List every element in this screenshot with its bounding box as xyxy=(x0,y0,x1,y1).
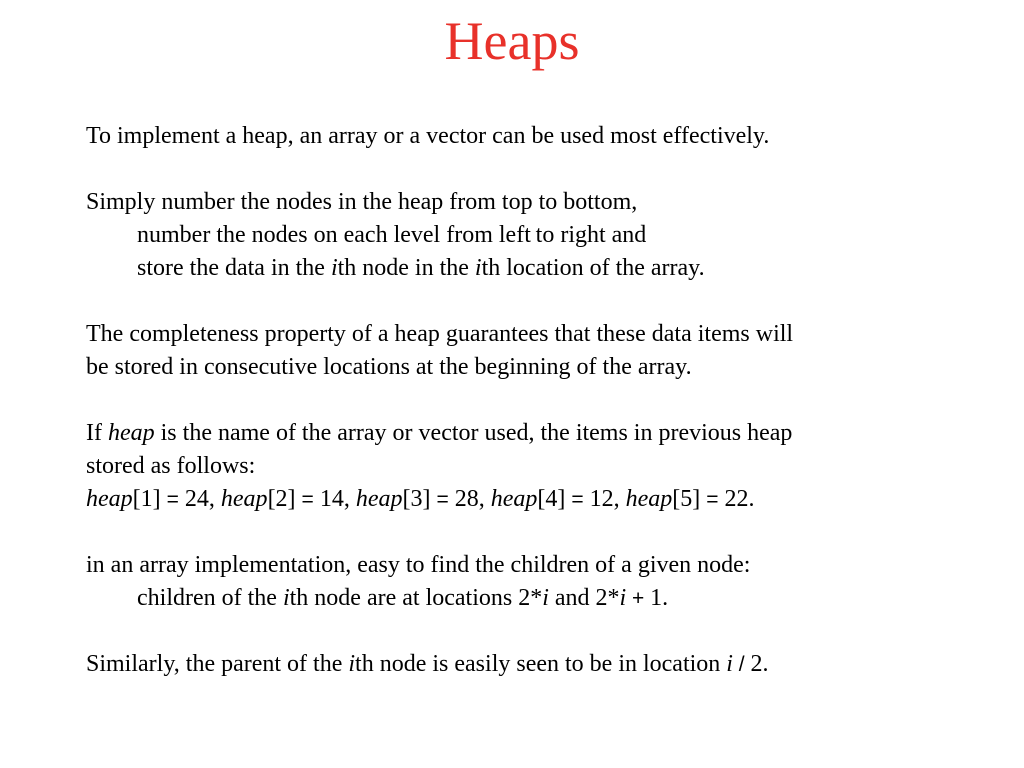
text: store the data in the xyxy=(137,255,331,281)
heap-index: [3] xyxy=(402,486,437,512)
heap-name: heap xyxy=(355,486,403,512)
italic-i: i xyxy=(282,585,290,611)
equals-sign: = xyxy=(301,488,314,511)
para1-line1: To implement a heap, an array or a vector can be used most effectively. xyxy=(86,123,770,149)
text: Similarly, the parent of the xyxy=(86,651,349,677)
spacer xyxy=(86,285,986,318)
italic-i: i xyxy=(474,255,482,281)
plus-sign: + xyxy=(626,587,651,610)
heap-index: [4] xyxy=(537,486,572,512)
text: If xyxy=(86,420,108,446)
italic-i: i xyxy=(542,585,549,611)
para6-line1 xyxy=(86,648,986,681)
text: and 2* xyxy=(548,585,620,611)
italic-heap: heap xyxy=(107,420,155,446)
assignment xyxy=(86,486,221,512)
heap-value: 28, xyxy=(448,486,491,512)
assignment xyxy=(626,486,755,512)
text: th node in the xyxy=(337,255,475,281)
para4-line2: stored as follows: xyxy=(86,453,256,479)
slash-sign: / xyxy=(732,653,751,676)
text: th location of the array. xyxy=(481,255,705,281)
italic-i: i xyxy=(619,585,627,611)
para5-line1: in an array implementation, easy to find the children of a given node: xyxy=(86,552,751,578)
spacer xyxy=(86,516,986,549)
slide-body xyxy=(86,120,986,681)
para2-line3 xyxy=(86,252,986,285)
heap-name: heap xyxy=(86,486,133,512)
para2-line1: Simply number the nodes in the heap from top to bottom, xyxy=(86,189,638,215)
assignment xyxy=(221,486,356,512)
assignment xyxy=(356,486,491,512)
slide-title: Heaps xyxy=(444,11,580,71)
italic-i: i xyxy=(330,255,338,281)
text: children of the xyxy=(137,585,283,611)
heap-name: heap xyxy=(625,486,673,512)
text: 1. xyxy=(650,585,669,611)
equals-sign: = xyxy=(436,488,449,511)
equals-sign: = xyxy=(706,488,719,511)
spacer xyxy=(86,153,986,186)
text: th node are at locations 2* xyxy=(289,585,543,611)
heap-index: [5] xyxy=(672,486,707,512)
para4-assignments xyxy=(86,483,986,516)
para3-line1: The completeness property of a heap guarantees that these data items will xyxy=(86,321,794,347)
heap-value: 22. xyxy=(718,486,755,512)
heap-index: [2] xyxy=(267,486,302,512)
assignment xyxy=(491,486,626,512)
para2-line2: number the nodes on each level from left to right and xyxy=(137,222,647,248)
text: 2. xyxy=(750,651,769,677)
italic-i: i xyxy=(726,651,733,677)
heap-name: heap xyxy=(220,486,268,512)
heap-value: 14, xyxy=(313,486,356,512)
equals-sign: = xyxy=(166,488,179,511)
heap-name: heap xyxy=(490,486,538,512)
text: th node is easily seen to be in location xyxy=(355,651,727,677)
heap-index: [1] xyxy=(132,486,167,512)
para3-line2: be stored in consecutive locations at the beginning of the array. xyxy=(86,354,692,380)
equals-sign: = xyxy=(571,488,584,511)
para4-line1 xyxy=(86,417,986,450)
heap-value: 24, xyxy=(178,486,221,512)
spacer xyxy=(86,615,986,648)
spacer xyxy=(86,384,986,417)
text: is the name of the array or vector used, the items in previous heap xyxy=(154,420,793,446)
italic-i: i xyxy=(348,651,356,677)
heap-value: 12, xyxy=(583,486,626,512)
para5-line2 xyxy=(86,582,986,615)
